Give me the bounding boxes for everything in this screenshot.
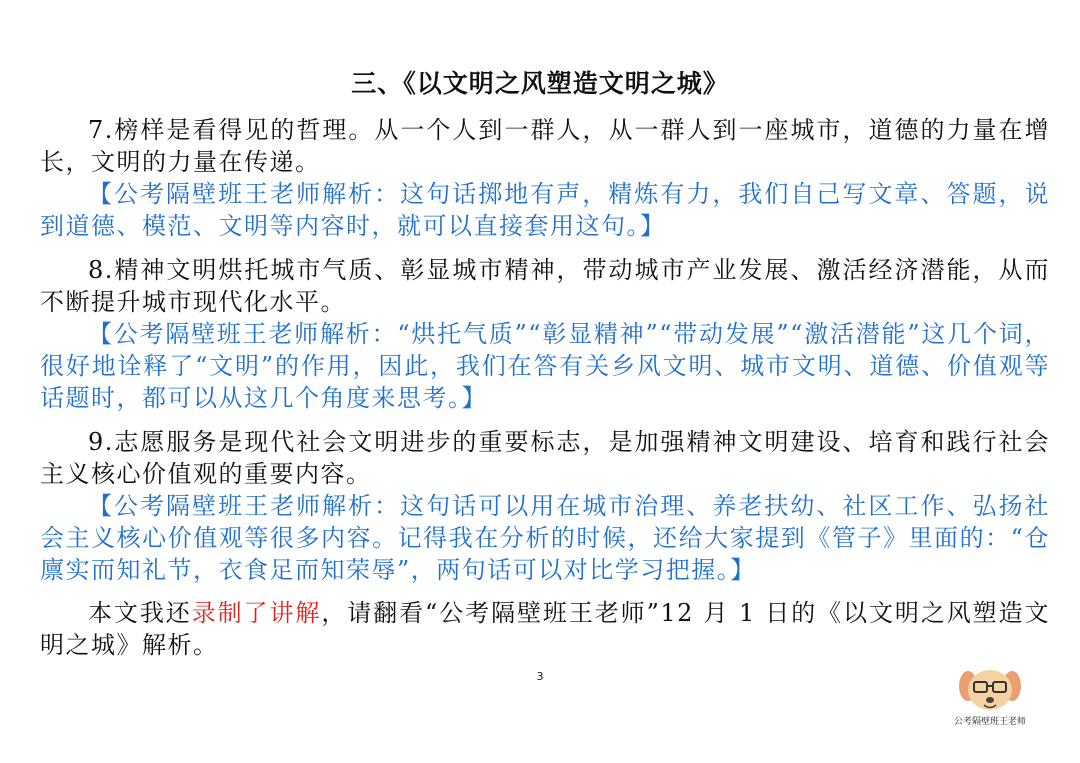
page-number: 3 — [536, 670, 544, 683]
logo-caption: 公考隔壁班王老师 — [953, 717, 1026, 727]
closing-paragraph — [40, 597, 1050, 661]
item-9-text: 9.志愿服务是现代社会文明进步的重要标志，是加强精神文明建设、培育和践行社会主义核心价值观的重要内容。 — [40, 428, 1050, 488]
closing-highlight: 录制了讲解 — [191, 599, 322, 627]
page-title: 三、《以文明之风塑造文明之城》 — [351, 69, 729, 98]
closing-after: ，请翻看“公考隔壁班王老师”12 月 1 日的《以文明之风塑造文明之城》解析。 — [40, 599, 1051, 659]
item-7-text: 7.榜样是看得见的哲理。从一个人到一群人，从一群人到一座城市，道德的力量在增长，文明的力量在传递。 — [40, 116, 1050, 176]
item-8-note: 【公考隔壁班王老师解析：“烘托气质”“彰显精神”“带动发展”“激活潜能”这几个词，很好地诠释了“文明”的作用，因此，我们在答有关乡风文明、城市文明、道德、价值观等话题时，都可以从这几个角度来思考。】 — [40, 320, 1050, 412]
item-9-note: 【公考隔壁班王老师解析：这句话可以用在城市治理、养老扶幼、社区工作、弘扬社会主义核心价值观等很多内容。记得我在分析的时候，还给大家提到《管子》里面的：“仓廪实而知礼节，衣食足而知荣辱”，两句话可以对比学习把握。】 — [40, 492, 1050, 584]
closing-before: 本文我还 — [88, 599, 192, 627]
item-7-note: 【公考隔壁班王老师解析：这句话掷地有声，精炼有力，我们自己写文章、答题，说到道德、模范、文明等内容时，就可以直接套用这句。】 — [40, 180, 1050, 240]
item-8-text: 8.精神文明烘托城市气质、彰显城市精神，带动城市产业发展、激活经济潜能，从而不断提升城市现代化水平。 — [40, 256, 1050, 316]
